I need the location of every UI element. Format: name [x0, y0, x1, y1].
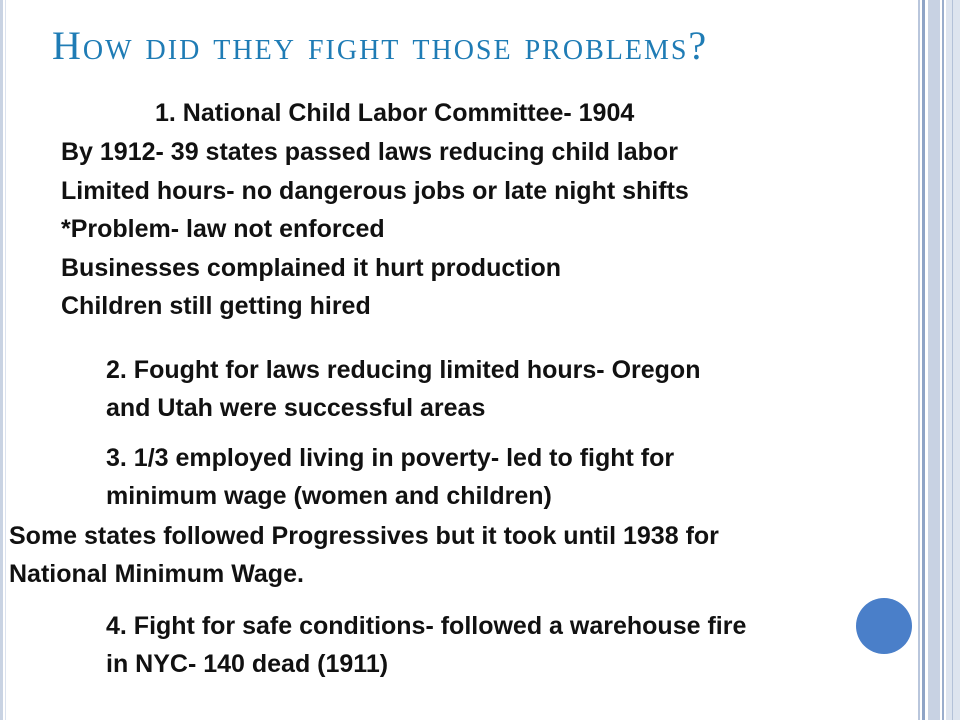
right-stripe	[922, 0, 925, 720]
text-line: By 1912- 39 states passed laws reducing child labor	[61, 138, 678, 166]
left-border	[0, 0, 3, 720]
text-line: Limited hours- no dangerous jobs or late night shifts	[61, 177, 689, 205]
text-line: National Minimum Wage.	[9, 560, 304, 588]
text-line: Children still getting hired	[61, 292, 371, 320]
left-border-line	[5, 0, 6, 720]
right-stripe	[928, 0, 940, 720]
text-line: 4. Fight for safe conditions- followed a warehouse fire	[106, 612, 747, 640]
text-line: in NYC- 140 dead (1911)	[106, 650, 389, 678]
section-heading: 1. National Child Labor Committee- 1904	[155, 99, 635, 127]
slide-title: How did they fight those problems?	[52, 23, 709, 68]
right-stripe	[946, 0, 960, 720]
accent-circle	[856, 598, 912, 654]
text-line: Businesses complained it hurt production	[61, 254, 562, 282]
text-line: 2. Fought for laws reducing limited hours- Oregon	[106, 356, 701, 384]
text-line: minimum wage (women and children)	[106, 482, 552, 510]
right-stripe	[952, 0, 953, 720]
right-stripe	[942, 0, 944, 720]
right-stripe	[918, 0, 920, 720]
text-line: 3. 1/3 employed living in poverty- led to fight for	[106, 444, 675, 472]
text-line: Some states followed Progressives but it took until 1938 for	[9, 522, 719, 550]
text-line: and Utah were successful areas	[106, 394, 486, 422]
text-line: *Problem- law not enforced	[61, 215, 385, 243]
